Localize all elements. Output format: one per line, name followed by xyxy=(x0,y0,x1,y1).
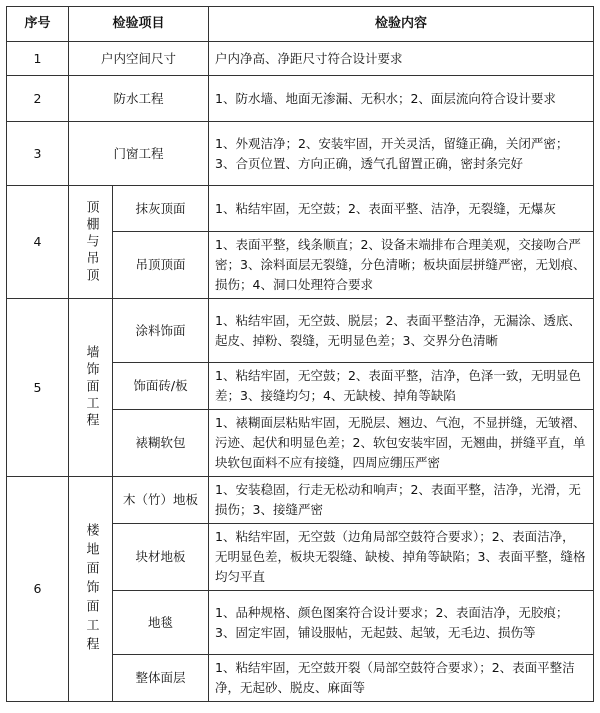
table-row xyxy=(7,122,594,186)
inspection-content: 1、防水墙、地面无渗漏、无积水；2、面层流向符合设计要求 xyxy=(209,76,594,122)
row-number: 5 xyxy=(7,299,69,477)
row-number: 1 xyxy=(7,42,69,76)
inspection-subitem: 裱糊软包 xyxy=(113,410,209,477)
inspection-subitem: 整体面层 xyxy=(113,655,209,702)
inspection-content: 1、粘结牢固，无空鼓（边角局部空鼓符合要求）；2、表面洁净，无明显色差，板块无裂缝、缺棱、掉角等缺陷；3、表面平整，缝格均匀平直 xyxy=(209,524,594,591)
row-number: 4 xyxy=(7,186,69,299)
inspection-content: 1、粘结牢固，无空鼓、脱层；2、表面平整洁净，无漏涂、透底、起皮、掉粉、裂缝，无明显色差；3、交界分色清晰 xyxy=(209,299,594,363)
table-row xyxy=(7,186,594,232)
inspection-subitem: 吊顶顶面 xyxy=(113,232,209,299)
inspection-content: 1、品种规格、颜色图案符合设计要求；2、表面洁净，无胶痕；3、固定牢固，铺设服帖，无起鼓、起皱，无毛边、损伤等 xyxy=(209,591,594,655)
header-row xyxy=(7,7,594,42)
category-label: 楼地面饰面工程 xyxy=(83,522,99,656)
inspection-subitem: 地毯 xyxy=(113,591,209,655)
inspection-subitem: 涂料饰面 xyxy=(113,299,209,363)
category-label: 顶棚与吊顶 xyxy=(83,199,99,285)
inspection-content: 1、粘结牢固，无空鼓；2、表面平整、洁净，无裂缝，无爆灰 xyxy=(209,186,594,232)
category-cell xyxy=(69,186,113,299)
inspection-item: 门窗工程 xyxy=(69,122,209,186)
inspection-content: 1、外观洁净；2、安装牢固，开关灵活，留缝正确，关闭严密；3、合页位置、方向正确，透气孔留置正确，密封条完好 xyxy=(209,122,594,186)
header-content: 检验内容 xyxy=(209,7,594,42)
inspection-content: 1、粘结牢固，无空鼓开裂（局部空鼓符合要求）；2、表面平整洁净，无起砂、脱皮、麻面等 xyxy=(209,655,594,702)
inspection-content: 户内净高、净距尺寸符合设计要求 xyxy=(209,42,594,76)
header-item: 检验项目 xyxy=(69,7,209,42)
table-row xyxy=(7,76,594,122)
row-number: 3 xyxy=(7,122,69,186)
table-row xyxy=(7,42,594,76)
header-no: 序号 xyxy=(7,7,69,42)
inspection-content: 1、粘结牢固，无空鼓；2、表面平整，洁净，色泽一致，无明显色差；3、接缝均匀；4、无缺棱、掉角等缺陷 xyxy=(209,363,594,410)
inspection-subitem: 木（竹）地板 xyxy=(113,477,209,524)
inspection-item: 防水工程 xyxy=(69,76,209,122)
inspection-table xyxy=(6,6,594,702)
row-number: 2 xyxy=(7,76,69,122)
category-cell xyxy=(69,299,113,477)
inspection-item: 户内空间尺寸 xyxy=(69,42,209,76)
inspection-subitem: 饰面砖/板 xyxy=(113,363,209,410)
category-cell xyxy=(69,477,113,702)
inspection-content: 1、表面平整，线条顺直；2、设备末端排布合理美观，交接吻合严密；3、涂料面层无裂缝，分色清晰；板块面层拼缝严密，无划痕、损伤；4、洞口处理符合要求 xyxy=(209,232,594,299)
table-row xyxy=(7,299,594,363)
inspection-subitem: 块材地板 xyxy=(113,524,209,591)
row-number: 6 xyxy=(7,477,69,702)
inspection-content: 1、安装稳固，行走无松动和响声；2、表面平整，洁净，光滑，无损伤；3、接缝严密 xyxy=(209,477,594,524)
table-row xyxy=(7,477,594,524)
category-label: 墙饰面工程 xyxy=(83,345,99,430)
inspection-content: 1、裱糊面层粘贴牢固，无脱层、翘边、气泡，不显拼缝，无皱褶、污迹、起伏和明显色差；2、软包安装牢固，无翘曲，拼缝平直，单块软包面料不应有接缝，四周应绷压严密 xyxy=(209,410,594,477)
inspection-subitem: 抹灰顶面 xyxy=(113,186,209,232)
